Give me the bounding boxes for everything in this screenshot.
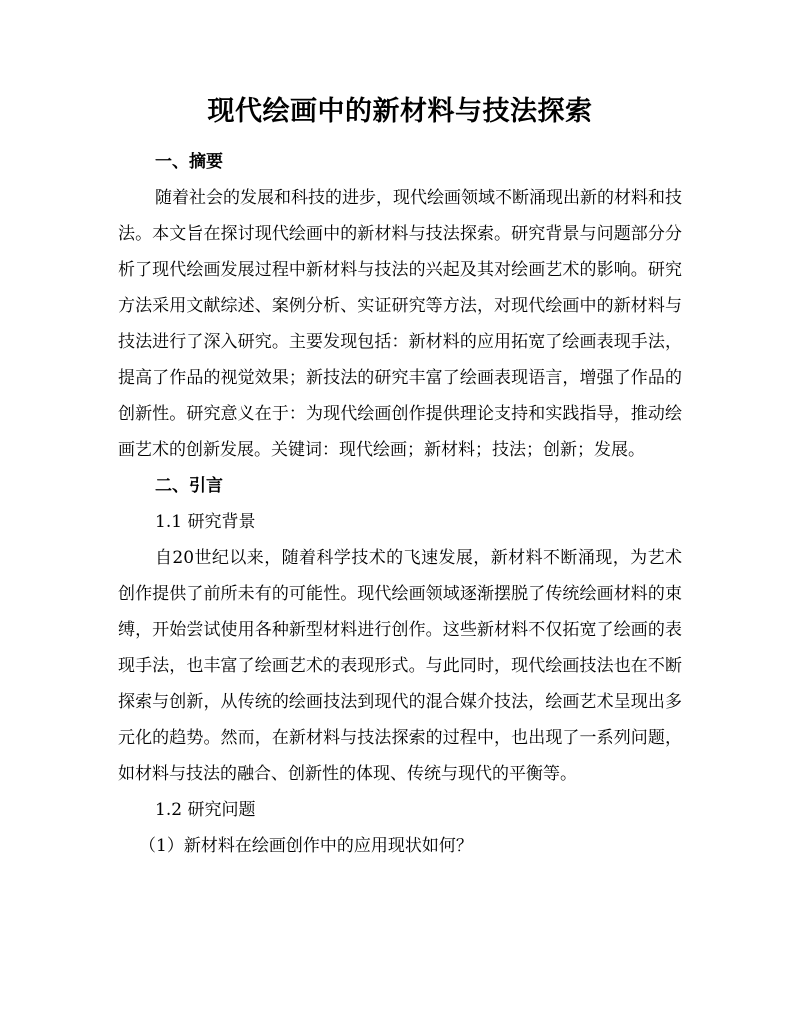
document-title: 现代绘画中的新材料与技法探索 [207, 96, 593, 127]
abstract-paragraph: 随着社会的发展和科技的进步，现代绘画领域不断涌现出新的材料和技法。本文旨在探讨现代绘画中的新材料与技法探索。研究背景与问题部分分析了现代绘画发展过程中新材料与技法的兴起及其对绘画艺术的影响。研究方法采用文献综述、案例分析、实证研究等方法，对现代绘画中的新材料与技法进行了深入研究。主要发现包括：新材料的应用拓宽了绘画表现手法，提高了作品的视觉效果；新技法的研究丰富了绘画表现语言，增强了作品的创新性。研究意义在于：为现代绘画创作提供理论支持和实践指导，推动绘画艺术的创新发展。关键词：现代绘画；新材料；技法；创新；发展。 [118, 188, 682, 460]
research-question-1: （1）新材料在绘画创作中的应用现状如何？ [139, 836, 473, 856]
introduction-heading: 二、引言 [155, 476, 223, 496]
research-background-heading: 1.1 研究背景 [155, 512, 256, 532]
research-background-paragraph: 自20世纪以来，随着科学技术的飞速发展，新材料不断涌现，为艺术创作提供了前所未有的可能性。现代绘画领域逐渐摆脱了传统绘画材料的束缚，开始尝试使用各种新型材料进行创作。这些新材料不仅拓宽了绘画的表现手法，也丰富了绘画艺术的表现形式。与此同时，现代绘画技法也在不断探索与创新，从传统的绘画技法到现代的混合媒介技法，绘画艺术呈现出多元化的趋势。然而，在新材料与技法探索的过程中，也出现了一系列问题，如材料与技法的融合、创新性的体现、传统与现代的平衡等。 [118, 548, 682, 784]
research-questions-heading: 1.2 研究问题 [155, 800, 256, 820]
abstract-heading: 一、摘要 [155, 152, 223, 172]
